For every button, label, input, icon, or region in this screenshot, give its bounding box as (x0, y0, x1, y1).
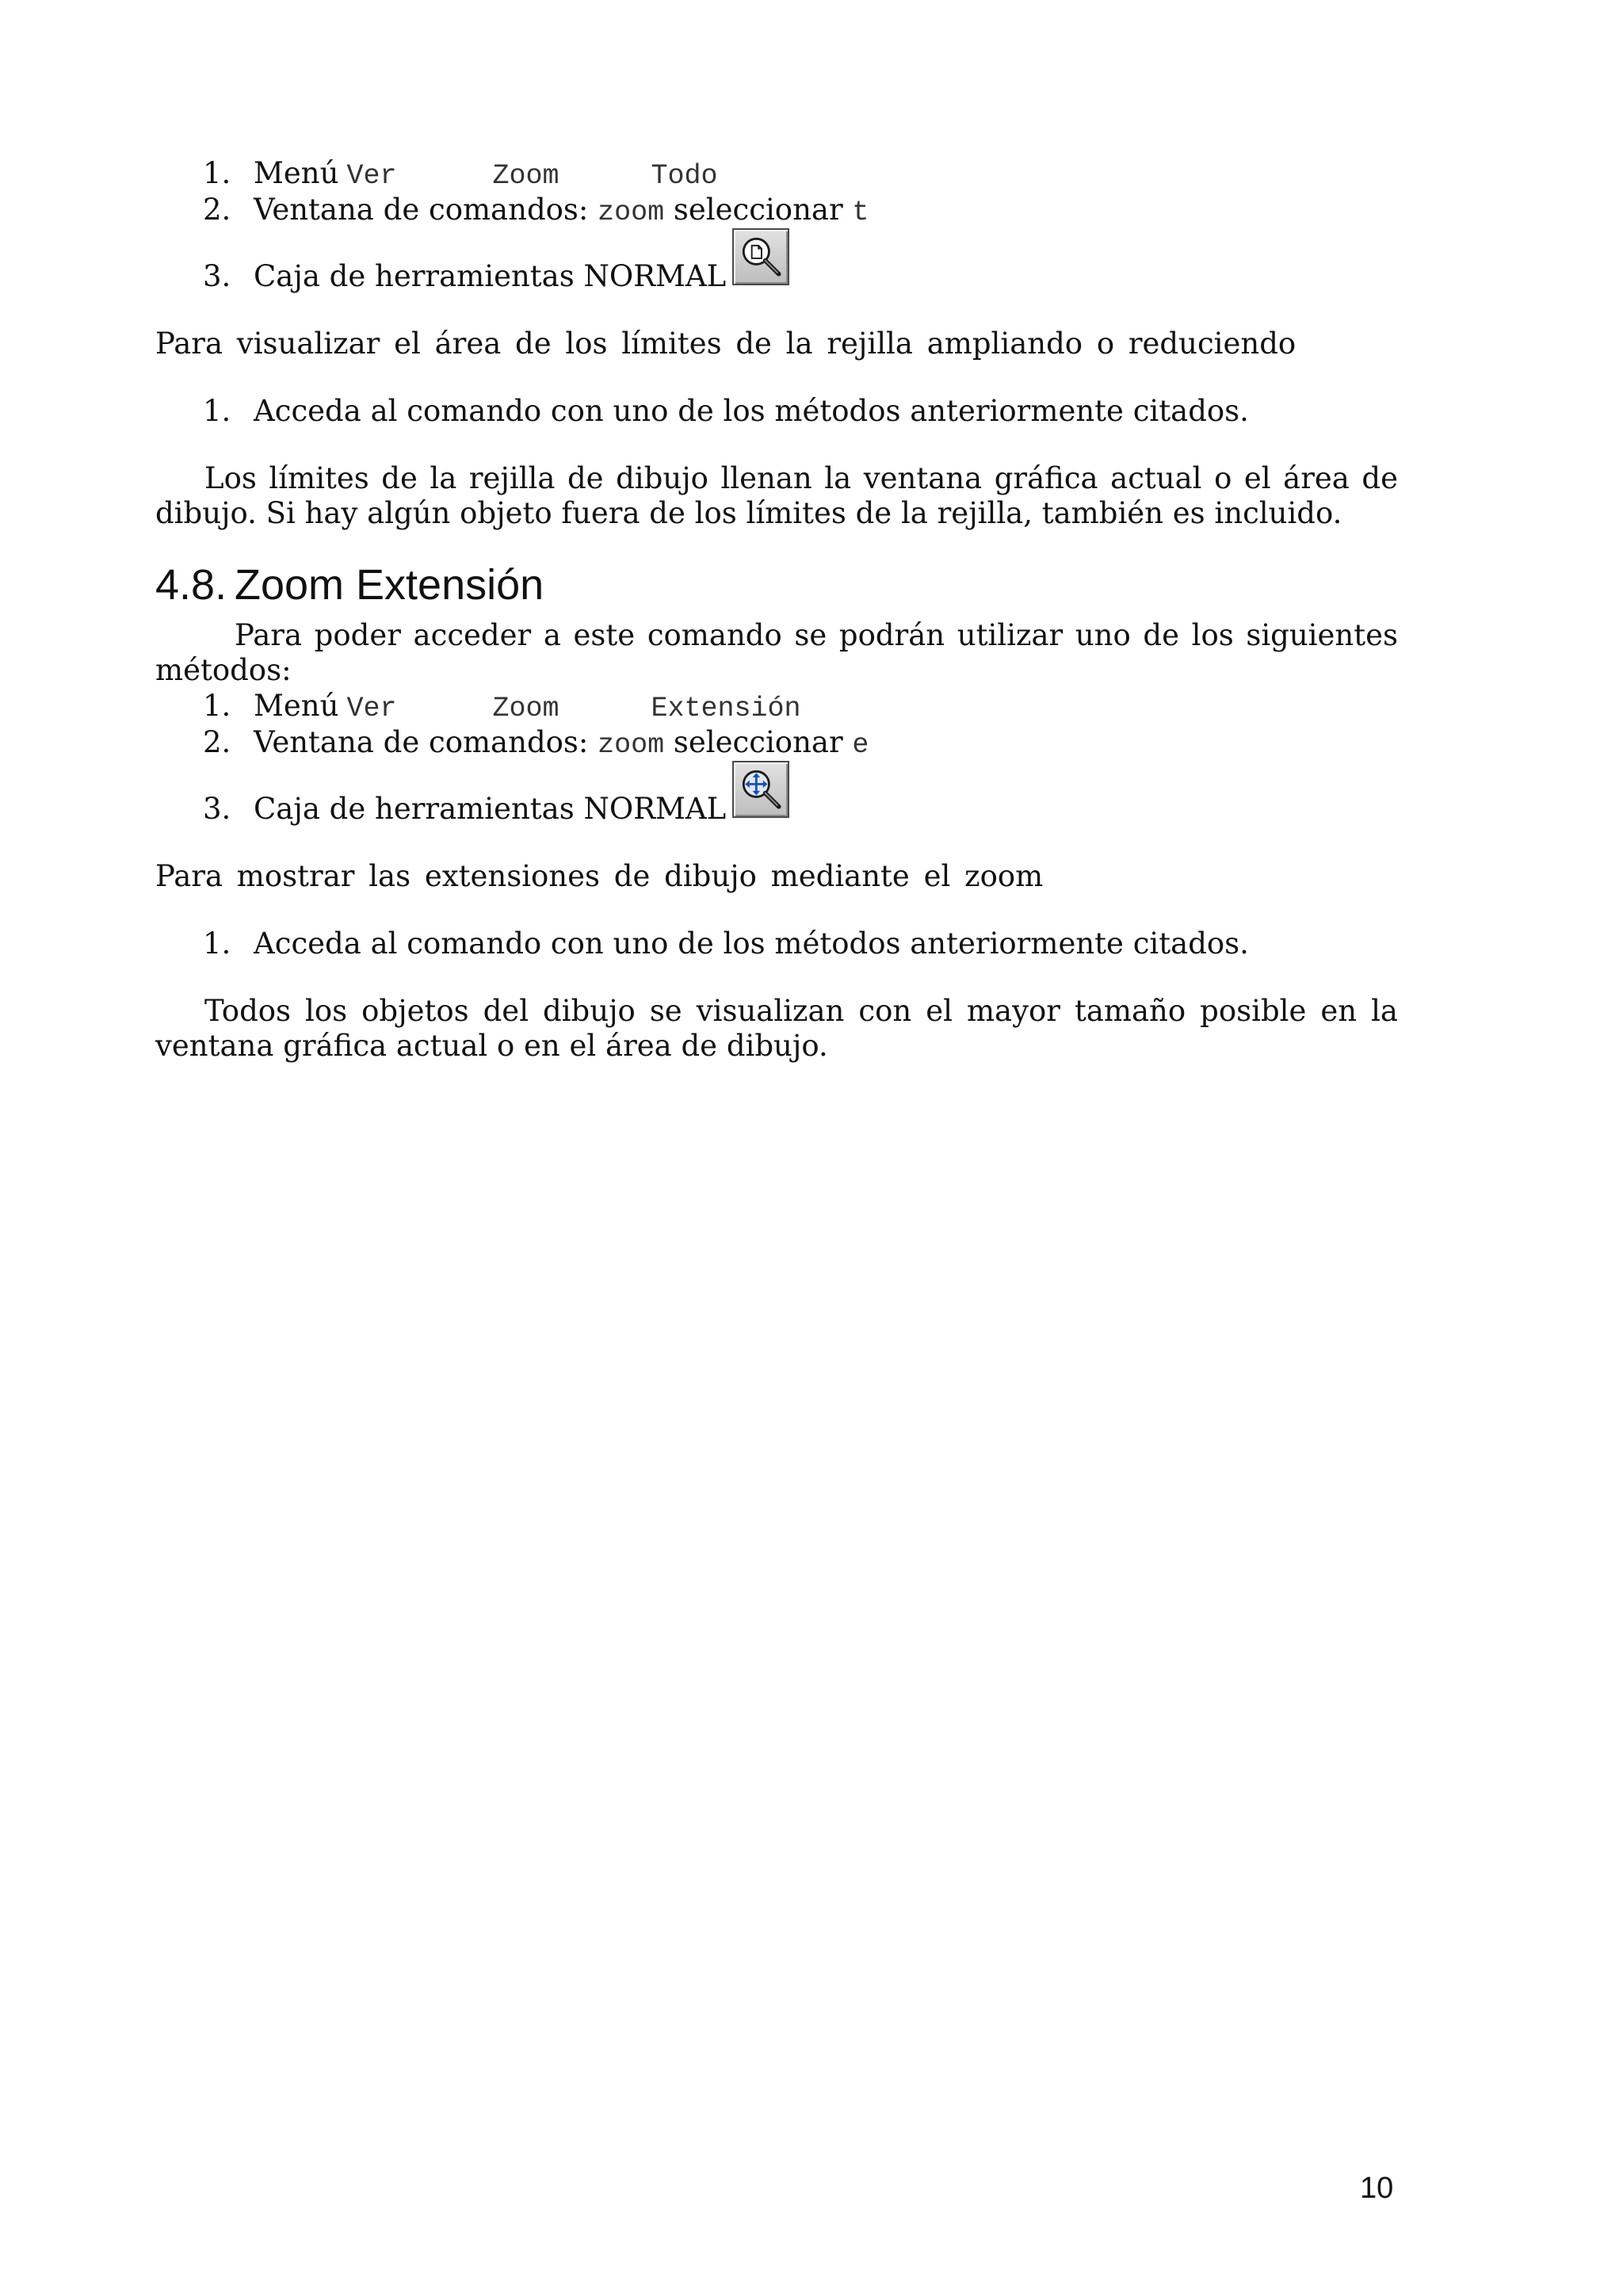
page-number: 10 (1360, 2172, 1394, 2205)
list-number: 1. (203, 689, 231, 723)
description-paragraph: Los límites de la rejilla de dibujo llenan la ventana gráfica actual o el área de dibujo. Si hay algún objeto fuera de los límites de la rejilla, también es incluido. (155, 461, 1398, 530)
list-number: 1. (203, 156, 231, 190)
menu-label: Menú (254, 689, 339, 723)
list-number: 3. (203, 259, 231, 293)
menu-path-ver: Ver (346, 160, 397, 192)
command-name: zoom (598, 729, 665, 761)
command-label: Ventana de comandos: (254, 725, 589, 759)
usage-intro: Para mostrar las extensiones de dibujo mediante el zoom (155, 859, 1044, 893)
step-item (155, 393, 1398, 430)
list-number: 2. (203, 193, 231, 227)
command-method-item (155, 724, 1398, 761)
menu-label: Menú (254, 156, 339, 190)
section-number: 4.8. (155, 561, 227, 609)
menu-method-item (155, 155, 1398, 192)
section-heading (155, 560, 1398, 610)
list-number: 2. (203, 725, 231, 759)
select-label: seleccionar (673, 725, 843, 759)
command-option: t (852, 197, 869, 228)
toolbox-method-item (155, 761, 1398, 827)
toolbox-method-item (155, 228, 1398, 295)
section-title: Zoom Extensión (235, 561, 544, 609)
toolbox-label: Caja de herramientas NORMAL (254, 259, 727, 293)
menu-path-ver: Ver (346, 693, 397, 724)
step-item (155, 926, 1398, 962)
zoom-extents-icon (732, 761, 789, 818)
command-label: Ventana de comandos: (254, 193, 589, 227)
document-page (155, 155, 1398, 1064)
list-number: 1. (203, 394, 231, 428)
section-lead: Para poder acceder a este comando se podrán utilizar uno de los siguientes métodos: (155, 618, 1398, 687)
step-text: Acceda al comando con uno de los métodos anteriormente citados. (254, 926, 1249, 961)
menu-path-todo: Todo (651, 160, 718, 192)
usage-intro: Para visualizar el área de los límites de la rejilla ampliando o reduciendo (155, 327, 1296, 361)
toolbox-label: Caja de herramientas NORMAL (254, 792, 727, 826)
command-name: zoom (598, 197, 665, 228)
menu-path-extension: Extensión (651, 693, 801, 724)
zoom-all-icon (732, 228, 789, 285)
step-text: Acceda al comando con uno de los métodos anteriormente citados. (254, 394, 1249, 428)
list-number: 3. (203, 792, 231, 826)
list-number: 1. (203, 926, 231, 961)
command-method-item (155, 192, 1398, 228)
menu-path-zoom: Zoom (492, 693, 559, 724)
description-paragraph: Todos los objetos del dibujo se visualizan con el mayor tamaño posible en la ventana gráfica actual o en el área de dibujo. (155, 994, 1398, 1063)
menu-method-item (155, 688, 1398, 724)
select-label: seleccionar (673, 193, 843, 227)
menu-path-zoom: Zoom (492, 160, 559, 192)
command-option: e (852, 729, 869, 761)
